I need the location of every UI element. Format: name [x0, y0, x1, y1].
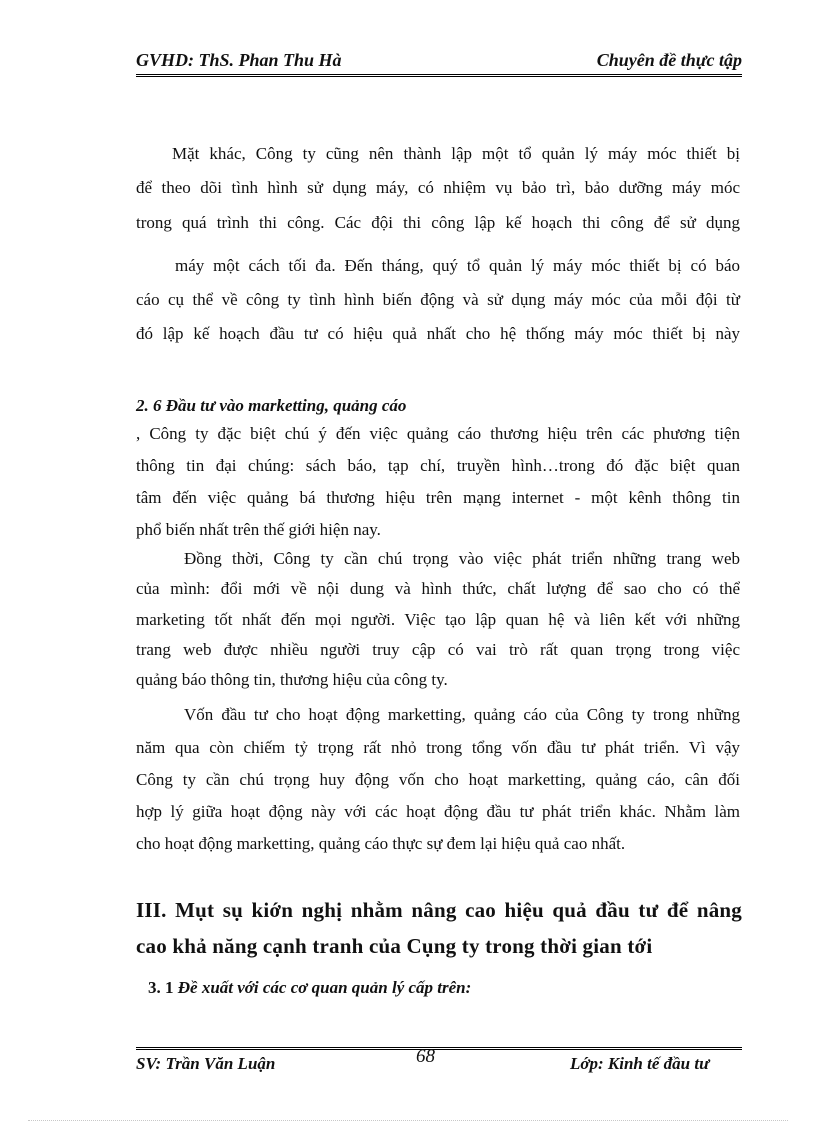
section-title: Đề xuất với các cơ quan quản lý cấp trên: — [177, 978, 472, 997]
section-number: 3. 1 — [148, 978, 178, 997]
paragraph-line: tâm đến việc quảng bá thương hiệu trên mạng internet - một kênh thông tin — [136, 488, 740, 507]
paragraph-line: năm qua còn chiếm tỷ trọng rất nhỏ trong tổng vốn đầu tư phát triển. Vì vậy — [136, 738, 740, 757]
section-heading-III-continued: cao khả năng cạnh tranh của Cụng ty trong thời gian tới — [136, 934, 653, 958]
paragraph-line: máy một cách tối đa. Đến tháng, quý tổ quản lý máy móc thiết bị có báo — [175, 256, 740, 275]
footer-student: SV: Trần Văn Luận — [136, 1054, 276, 1073]
footer-class: Lớp: Kinh tế đầu tư — [570, 1054, 710, 1073]
section-heading-III: III. Mụt sụ kiớn nghị nhằm nâng cao hiệu quả đầu tư để nâng — [136, 898, 742, 922]
paragraph-line: đó lập kế hoạch đầu tư có hiệu quả nhất cho hệ thống máy móc thiết bị này — [136, 324, 740, 343]
footer-rule — [136, 1047, 742, 1050]
paragraph-line: trong quá trình thi công. Các đội thi công lập kế hoạch thi công để sử dụng — [136, 213, 740, 232]
page-header — [136, 48, 742, 77]
paragraph-line: trang web được nhiều người truy cập có vai trò rất quan trọng trong việc — [136, 640, 740, 659]
paragraph-line: thông tin đại chúng: sách báo, tạp chí, truyền hình…trong đó đặc biệt quan — [136, 456, 740, 475]
paragraph-line: cho hoạt động marketting, quảng cáo thực sự đem lại hiệu quả cao nhất. — [136, 834, 626, 853]
paragraph-line: để theo dõi tình hình sử dụng máy, có nhiệm vụ bảo trì, bảo dưỡng máy móc — [136, 178, 740, 197]
paragraph-line: marketing tốt nhất đến mọi người. Việc tạo lập quan hệ và liên kết với những — [136, 610, 740, 629]
paragraph-line: phổ biến nhất trên thế giới hiện nay. — [136, 520, 381, 539]
paragraph-line: Đồng thời, Công ty cần chú trọng vào việc phát triển những trang web — [184, 549, 740, 568]
paragraph-line: Vốn đầu tư cho hoạt động marketting, quảng cáo của Công ty trong những — [184, 705, 740, 724]
page-number: 68 — [416, 1046, 435, 1067]
page-edge-dots — [28, 1120, 788, 1121]
paragraph-line: quảng báo thông tin, thương hiệu của công ty. — [136, 670, 448, 689]
paragraph-line: cáo cụ thể về công ty tình hình biến động và sử dụng máy móc của mỗi đội từ — [136, 290, 740, 309]
header-document-type: Chuyên đề thực tập — [596, 50, 742, 70]
header-supervisor: GVHD: ThS. Phan Thu Hà — [136, 50, 342, 70]
paragraph-line: hợp lý giữa hoạt động này với các hoạt động đầu tư phát triển khác. Nhằm làm — [136, 802, 740, 821]
paragraph-line: của mình: đổi mới về nội dung và hình thức, chất lượng để sao cho có thể — [136, 579, 740, 598]
paragraph-line: Mặt khác, Công ty cũng nên thành lập một tổ quản lý máy móc thiết bị — [172, 144, 740, 163]
section-heading-3-1 — [148, 978, 471, 998]
paragraph-line: Công ty cần chú trọng huy động vốn cho hoạt marketting, quảng cáo, cân đối — [136, 770, 740, 789]
paragraph-line: , Công ty đặc biệt chú ý đến việc quảng cáo thương hiệu trên các phương tiện — [136, 424, 740, 443]
section-heading-2-6: 2. 6 Đầu tư vào marketting, quảng cáo — [136, 396, 407, 415]
